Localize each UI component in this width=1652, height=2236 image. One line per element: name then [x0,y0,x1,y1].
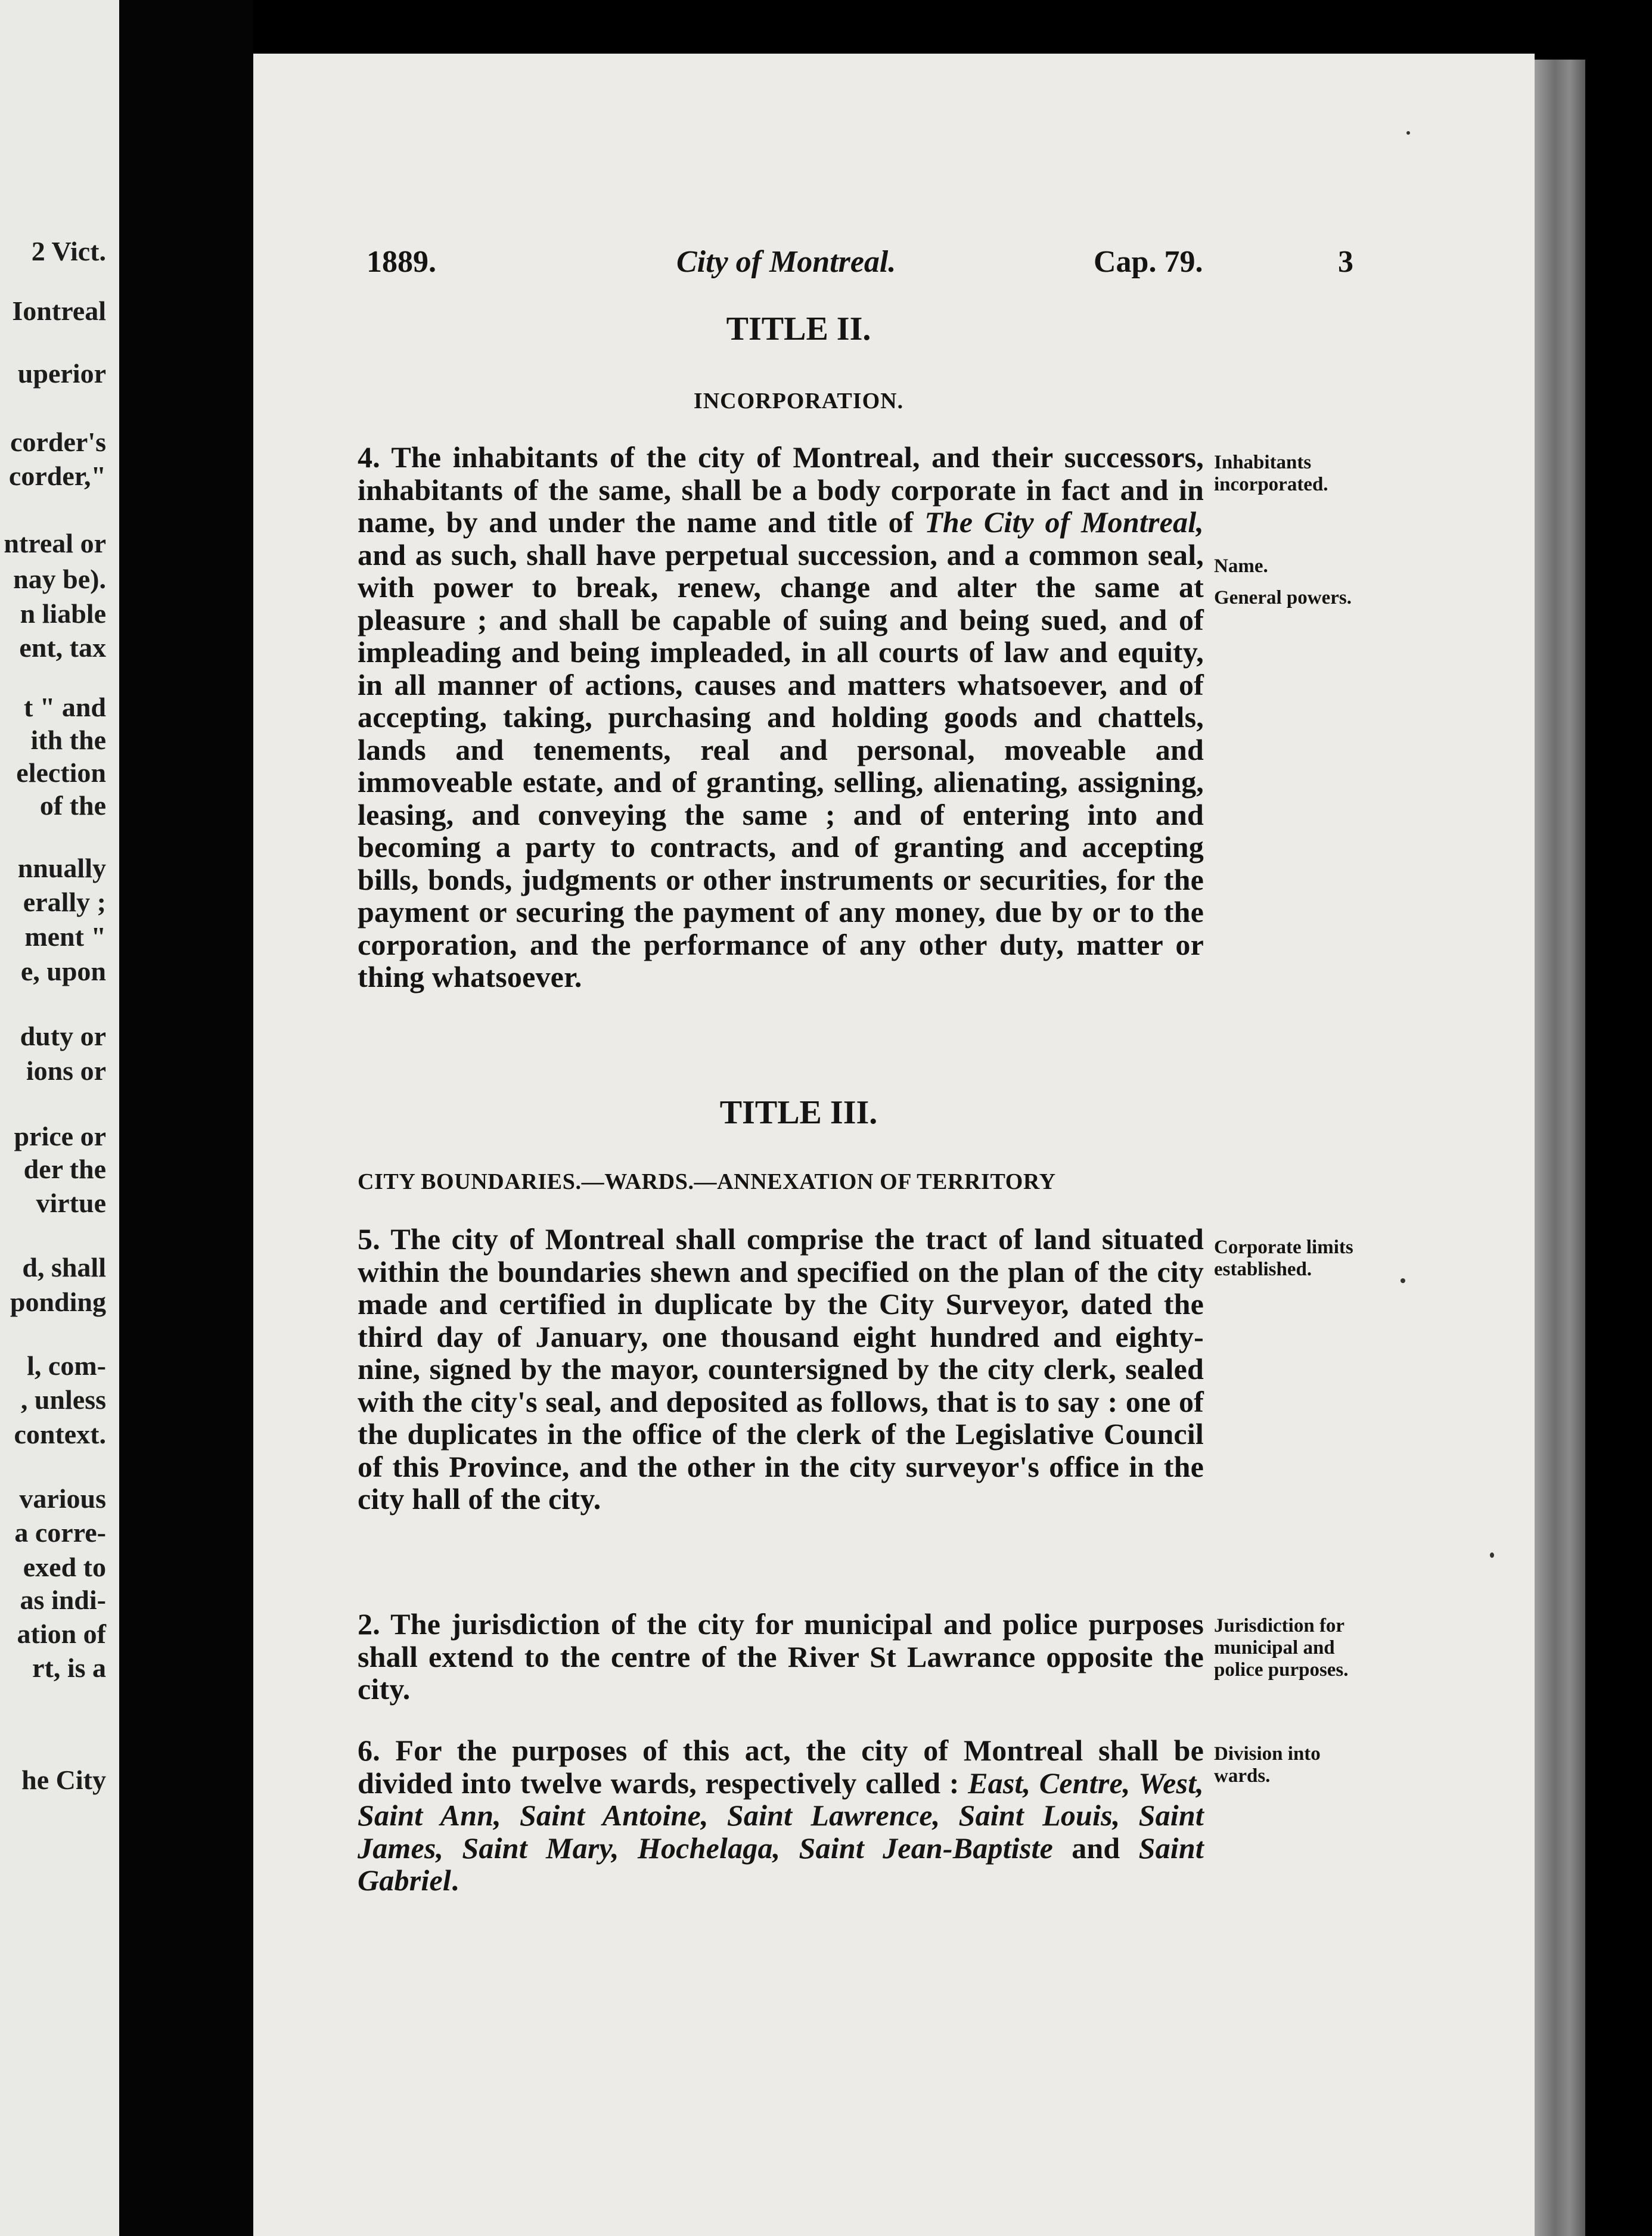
left-page-fragment: n liable [20,598,106,629]
left-page-fragment: price or [14,1121,106,1151]
left-page-fragment: e, upon [20,956,106,986]
section-6-and: and [1053,1831,1139,1865]
left-page-fragment: exed to [23,1552,106,1582]
left-page-fragment: ent, tax [19,632,106,663]
left-page-fragment: election [16,757,106,788]
left-page-fragment: , unless [20,1384,106,1415]
margin-note-inhabitants: Inhabitants incorporated. [1214,452,1328,495]
left-page-fragment: duty or [20,1021,106,1051]
title-2-subheading: INCORPORATION. [693,389,904,414]
header-year: 1889. [367,245,436,279]
scan-border [1585,0,1652,2236]
left-page-fragment: ntreal or [4,528,106,558]
section-5-text: The city of Montreal shall comprise the tract of land situated within the boundaries shewn and specified on the plan of the city made and certified in duplicate by the City Surveyor, dated the third day of January, one thousand eight hundred and eighty-nine, signed by the mayor, countersigned by the city clerk, sealed with the city's seal, and deposited as follows, that is to say : one of the duplicates in the office of the clerk of the Legislative Council of this Province, and the other in the city surveyor's office in the city hall of the city. [358,1222,1204,1515]
header-chapter: Cap. 79. [1094,245,1203,279]
print-speck [1401,1278,1405,1283]
title-3-heading: TITLE III. [719,1094,878,1131]
print-speck [1490,1552,1494,1558]
left-page-fragment: uperior [17,358,106,389]
left-page-fragment: a corre- [14,1517,106,1548]
print-speck [1406,131,1410,135]
header-title: City of Montreal. [676,245,896,279]
section-6-last-ward: Saint Gabriel [358,1831,1204,1897]
section-6-end: . [451,1864,459,1897]
left-page-fragment: ions or [26,1055,106,1086]
left-facing-page [0,0,119,2236]
left-page-fragment: 2 Vict. [31,236,106,266]
left-page-fragment: d, shall [22,1252,106,1282]
section-5-subsection-2: 2. The jurisdiction of the city for municipal and police purposes shall extend to the centre of the River St Lawrance opposite the city. [358,1607,1204,1706]
left-page-fragment: corder," [8,461,106,491]
left-page-fragment: ponding [10,1287,106,1317]
section-6-text: For the purposes of this act, the city of Montreal shall be divided into twelve wards, respectively called : [358,1734,1204,1800]
section-4 [358,441,1204,993]
page-gutter [119,0,253,2236]
left-page-fragment: ith the [30,725,106,755]
section-4-text-b: and as such, shall have perpetual succession, and a common seal, with power to break, renew, change and alter the same at pleasure ; and shall be capable of suing and being sued, and of impleading and being impleaded, in all courts of law and equity, in all manner of actions, causes and matters whatsoever, and of accepting, taking, purchasing and holding goods and chattels, lands and tenements, real and personal, moveable and immoveable estate, and of granting, selling, alienating, assigning, leasing, and conveying the same ; and of entering into and becoming a party to contracts, and of granting and accepting bills, bonds, judgments or other instruments or securities, for the payment or securing the payment of any money, due by or to the corporation, and the performance of any other duty, matter or thing whatsoever. [358,538,1204,993]
left-page-fragment: ation of [17,1619,106,1649]
section-5-number: 5. [358,1222,380,1256]
left-page-fragment: of the [39,790,106,821]
margin-note-general-powers: General powers. [1214,587,1352,608]
margin-note-corporate-limits: Corporate limits established. [1214,1237,1353,1280]
margin-note-jurisdiction: Jurisdiction for municipal and police purposes. [1214,1615,1349,1681]
left-page-fragment: Iontreal [12,296,106,326]
left-page-fragment: ment " [24,921,106,952]
left-page-fragment: nay be). [13,564,106,594]
left-page-fragment: rt, is a [32,1653,106,1683]
left-page-fragment: nnually [17,853,106,883]
left-page-fragment: der the [23,1154,106,1184]
section-6 [358,1734,1204,1897]
section-4-number: 4. [358,440,380,474]
section-5 [358,1223,1204,1515]
left-page-fragment: context. [14,1419,106,1449]
page-number: 3 [1338,245,1353,279]
left-page-fragment: he City [21,1765,106,1795]
left-page-fragment: virtue [36,1188,106,1218]
section-4-italic-name: The City of Montreal, [924,505,1204,539]
left-page-fragment: l, com- [27,1350,106,1381]
left-page-fragment: various [19,1483,106,1514]
page-edge-stack [1535,60,1585,2236]
margin-note-division: Division into wards. [1214,1743,1321,1787]
title-2-heading: TITLE II. [726,310,871,347]
margin-note-name: Name. [1214,555,1268,577]
right-page [253,54,1535,2236]
left-page-fragment: as indi- [20,1585,106,1615]
left-page-fragment: erally ; [23,887,106,917]
section-6-number: 6. [358,1734,380,1767]
left-page-fragment: corder's [10,427,106,457]
section-6-ward-names: East, Centre, West, Saint Ann, Saint Antoine, Saint Lawrence, Saint Louis, Saint James, Saint Mary, Hochelaga, Saint Jean-Baptiste [358,1766,1204,1865]
left-page-fragment: t " and [23,692,106,722]
title-3-subheading: CITY BOUNDARIES.—WARDS.—ANNEXATION OF TERRITORY [358,1169,1056,1194]
section-4-text-a: The inhabitants of the city of Montreal, and their successors, inhabitants of the same, shall be a body corporate in fact and in name, by and under the name and title of [358,440,1204,539]
